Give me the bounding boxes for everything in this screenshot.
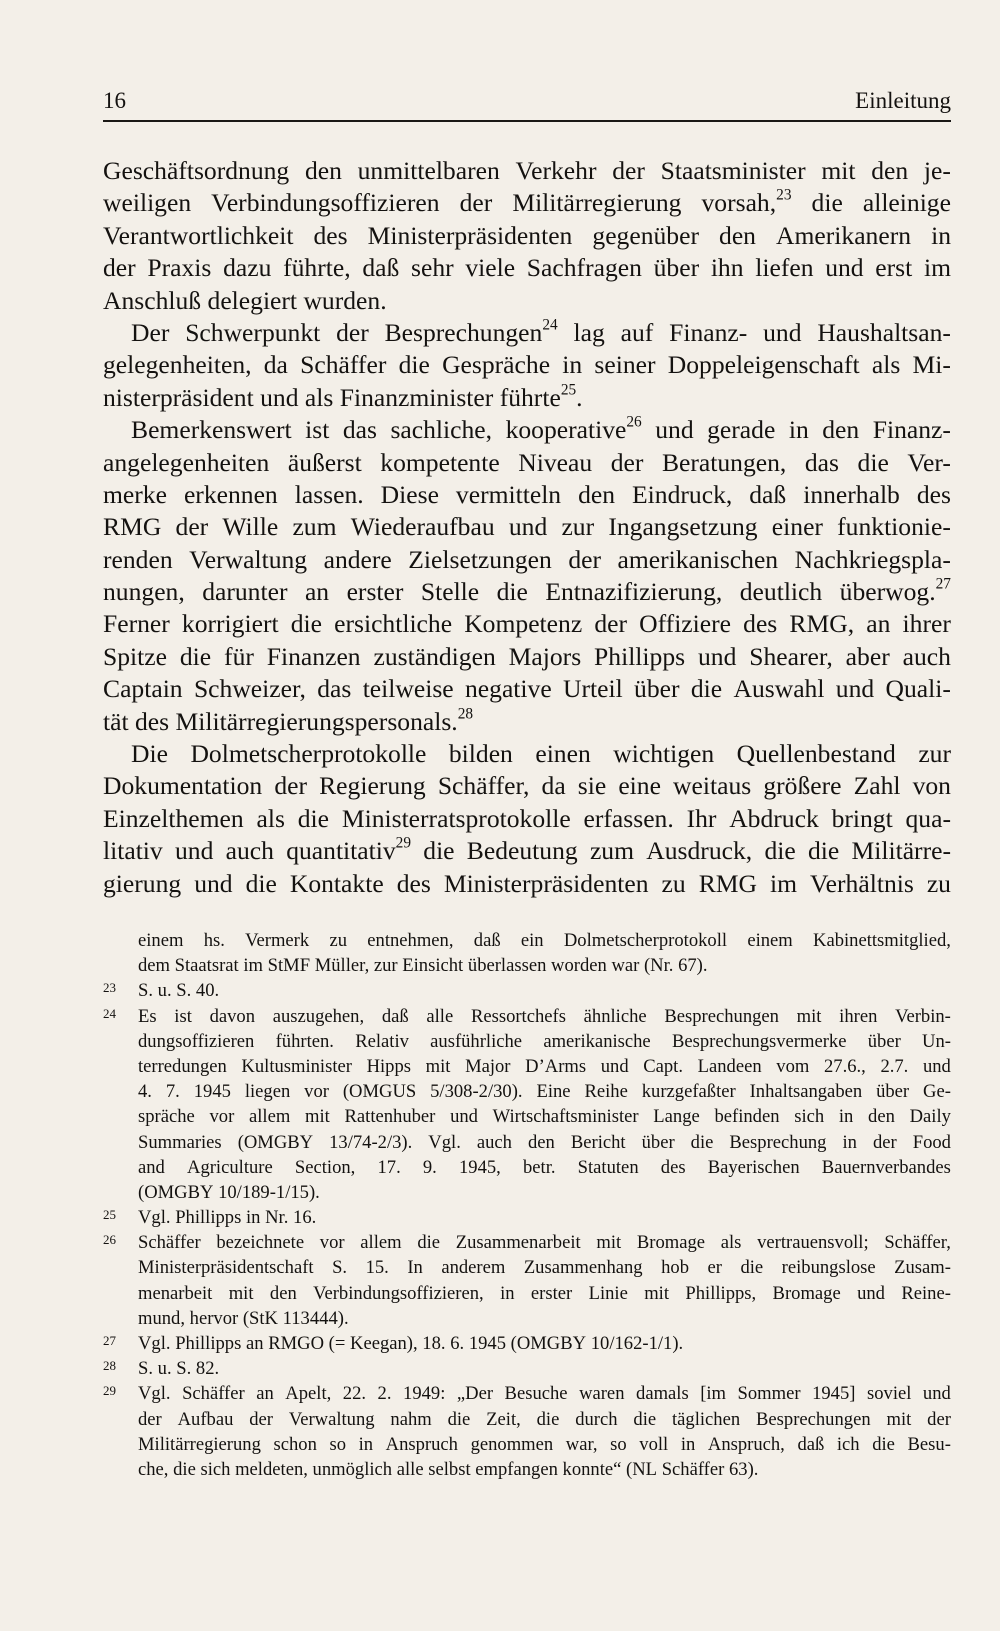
text-line: mund, hervor (StK 113444). [138, 1307, 349, 1329]
text-line: S. u. S. 82. [138, 1358, 220, 1380]
footnote-number: 27 [103, 1333, 116, 1348]
text-line: merke erkennen lassen. Diese vermitteln den Eindruck, daß innerhalb des [103, 479, 951, 509]
text-line: Die Dolmetscherprotokolle bilden einen wichtigen Quellenbestand zur [131, 739, 951, 769]
text-line: Es ist davon auszugehen, daß alle Ressortchefs ähnliche Besprechungen mit ihren Verbin- [138, 1005, 951, 1027]
text-line: Verantwortlichkeit des Ministerpräsidenten gegenüber den Amerikanern in [103, 220, 951, 250]
text-line: der Aufbau der Verwaltung nahm die Zeit, die durch die täglichen Besprechungen mit der [138, 1408, 951, 1430]
text-line: dem Staatsrat im StMF Müller, zur Einsicht überlassen worden war (Nr. 67). [138, 955, 708, 977]
text-line: dungsoffizieren führten. Relativ ausführliche amerikanische Besprechungsvermerke über Un- [138, 1030, 951, 1052]
text-line: Summaries (OMGBY 13/74-2/3). Vgl. auch den Bericht über die Besprechung in der Food [138, 1131, 951, 1153]
footnote [103, 1331, 951, 1356]
footnote-number: 26 [103, 1232, 116, 1248]
text-line: einem hs. Vermerk zu entnehmen, daß ein Dolmetscherprotokoll einem Kabinettsmitglied, [138, 930, 951, 951]
text-line: gelegenheiten, da Schäffer die Gespräche in seiner Doppeleigenschaft als Mi- [103, 350, 951, 380]
footnote [103, 1381, 951, 1482]
footnotes [103, 928, 951, 1482]
footnote-number: 24 [103, 1005, 116, 1021]
text-line: Bemerkenswert ist das sachliche, kooperative$^{26}$ und gerade in den Finanz- [131, 413, 951, 445]
footnote [103, 928, 951, 978]
text-line: angelegenheiten äußerst kompetente Niveau der Beratungen, das die Ver- [103, 447, 951, 477]
text-line: and Agriculture Section, 17. 9. 1945, betr. Statuten des Bayerischen Bauernverbandes [138, 1156, 951, 1178]
text-line: Der Schwerpunkt der Besprechungen$^{24}$ lag auf Finanz- und Haushaltsan- [131, 316, 951, 347]
running-title: Einleitung [855, 88, 951, 113]
text-line: Captain Schweizer, das teilweise negative Urteil über die Auswahl und Quali- [103, 674, 951, 704]
footnote [103, 1230, 951, 1331]
footnote-number: 23 [103, 980, 116, 996]
text-line: 4. 7. 1945 liegen vor (OMGUS 5/308-2/30). Eine Reihe kurzgefaßter Inhaltsangaben über Ge- [138, 1081, 951, 1103]
footnote [103, 1205, 951, 1230]
text-line: tät des Militärregierungspersonals.$^{28}$ [103, 705, 474, 736]
text-line: Ferner korrigiert die ersichtliche Kompetenz der Offiziere des RMG, an ihrer [103, 609, 951, 639]
text-line: gierung und die Kontakte des Ministerpräsidenten zu RMG im Verhältnis zu [103, 868, 951, 898]
text-line: Geschäftsordnung den unmittelbaren Verkehr der Staatsminister mit den je- [103, 156, 951, 185]
text-line: litativ und auch quantitativ$^{29}$ die Bedeutung zum Ausdruck, die die Militärre- [103, 834, 951, 866]
text-line: Vgl. Phillipps an RMGO (= Keegan), 18. 6. 1945 (OMGBY 10/162-1/1). [138, 1333, 684, 1354]
text-line: Dokumentation der Regierung Schäffer, da sie eine weitaus größere Zahl von [103, 771, 951, 801]
footnote [103, 978, 951, 1003]
text-line: (OMGBY 10/189-1/15). [138, 1181, 320, 1203]
text-line: spräche vor allem mit Rattenhuber und Wirtschaftsminister Lange befinden sich in den Daily [138, 1106, 951, 1128]
text-line: Militärregierung schon so in Anspruch genommen war, so voll in Anspruch, daß ich die Besu- [138, 1433, 951, 1455]
text-line: Ministerpräsidentschaft S. 15. In anderem Zusammenhang hob er die reibungslose Zusam- [138, 1257, 951, 1279]
header-rule [103, 120, 951, 122]
text-line: der Praxis dazu führte, daß sehr viele Sachfragen über ihn liefen und erst im [103, 253, 951, 283]
text-line: Vgl. Schäffer an Apelt, 22. 2. 1949: „Der Besuche waren damals [im Sommer 1945] soviel und [138, 1383, 951, 1405]
text-line: Spitze die für Finanzen zuständigen Majors Phillipps und Shearer, aber auch [103, 641, 951, 671]
text-line: S. u. S. 40. [138, 980, 220, 1002]
text-line: weiligen Verbindungsoffizieren der Militärregierung vorsah,$^{23}$ die alleinige [103, 186, 951, 218]
text-line: Vgl. Phillipps in Nr. 16. [138, 1207, 317, 1229]
page-number: 16 [103, 88, 126, 113]
text-line: nisterpräsident und als Finanzminister führte$^{25}$. [103, 381, 583, 412]
text-line: Schäffer bezeichnete vor allem die Zusammenarbeit mit Bromage als vertrauensvoll; Schäffer, [138, 1232, 951, 1254]
text-line: che, die sich meldeten, unmöglich alle selbst empfangen konnte“ (NL Schäffer 63). [138, 1458, 759, 1480]
running-header [103, 88, 951, 114]
text-line: terredungen Kultusminister Hipps mit Major D’Arms und Capt. Landeen vom 27.6., 2.7. und [138, 1055, 951, 1077]
text-line: Anschluß delegiert wurden. [103, 285, 387, 315]
text-line: renden Verwaltung andere Zielsetzungen der amerikanischen Nachkriegspla- [103, 544, 951, 574]
footnote-number: 29 [103, 1383, 116, 1399]
footnote [103, 1004, 951, 1206]
footnote-number: 28 [103, 1358, 116, 1374]
footnote-number: 25 [103, 1207, 116, 1223]
main-text [103, 155, 951, 900]
text-line: menarbeit mit den Verbindungsoffizieren, in erster Linie mit Phillipps, Bromage und Reine- [138, 1282, 951, 1304]
text-line: RMG der Wille zum Wiederaufbau und zur Ingangsetzung einer funktionie- [103, 512, 951, 542]
text-line: Einzelthemen als die Ministerratsprotokolle erfassen. Ihr Abdruck bringt qua- [103, 803, 951, 833]
text-line: nungen, darunter an erster Stelle die Entnazifizierung, deutlich überwog.$^{27}$ [103, 575, 951, 607]
footnote [103, 1356, 951, 1381]
